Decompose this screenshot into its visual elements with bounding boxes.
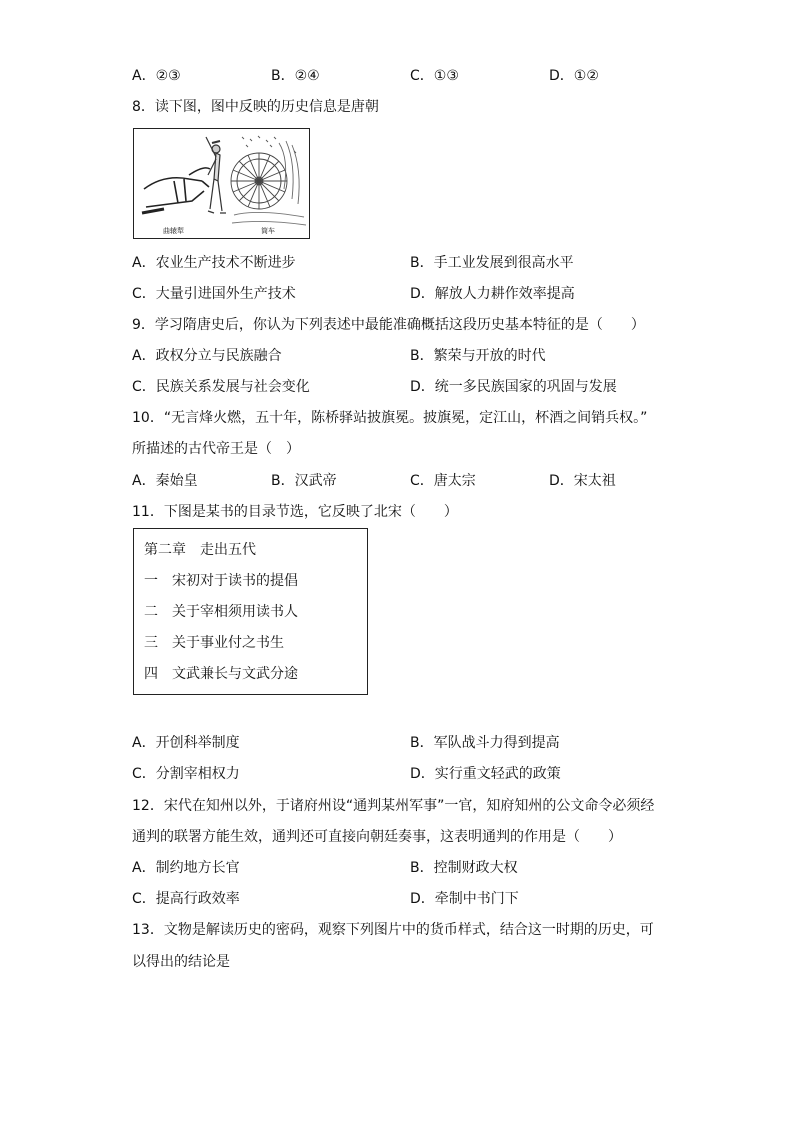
q8-figure — [133, 128, 310, 239]
q13-stem-line1: 13．文物是解读历史的密码，观察下列图片中的货币样式，结合这一时期的历史，可 — [132, 922, 654, 938]
q7-option-a[interactable]: A．②③ — [132, 68, 181, 84]
q9-option-a[interactable]: A．政权分立与民族融合 — [132, 348, 282, 364]
toc-item-4: 四 文武兼长与文武分途 — [144, 666, 298, 682]
q7-option-c[interactable]: C．①③ — [410, 68, 459, 84]
q8-option-d[interactable]: D．解放人力耕作效率提高 — [410, 286, 575, 302]
q9-option-c[interactable]: C．民族关系发展与社会变化 — [132, 379, 310, 395]
q12-option-b[interactable]: B．控制财政大权 — [410, 860, 518, 876]
toc-item-2: 二 关于宰相须用读书人 — [144, 604, 298, 620]
q8-figure-drawing — [134, 129, 309, 238]
toc-item-1: 一 宋初对于读书的提倡 — [144, 573, 298, 589]
q8-stem: 8．读下图，图中反映的历史信息是唐朝 — [132, 99, 379, 115]
q10-option-d[interactable]: D．宋太祖 — [549, 473, 616, 489]
q8-option-c[interactable]: C．大量引进国外生产技术 — [132, 286, 296, 302]
q12-stem-line2: 通判的联署方能生效，通判还可直接向朝廷奏事，这表明通判的作用是（ ） — [132, 829, 622, 845]
water-wheel-icon — [231, 136, 306, 225]
q9-stem: 9．学习隋唐史后，你认为下列表述中最能准确概括这段历史基本特征的是（ ） — [132, 317, 645, 333]
q12-option-a[interactable]: A．制约地方长官 — [132, 860, 240, 876]
q10-stem-line1: 10．“无言烽火燃，五十年，陈桥驿站披旗冕。披旗冕，定江山，杯酒之间销兵权。” — [132, 410, 648, 426]
q11-option-b[interactable]: B．军队战斗力得到提高 — [410, 735, 560, 751]
q12-option-d[interactable]: D．牵制中书门下 — [410, 891, 519, 907]
q9-option-d[interactable]: D．统一多民族国家的巩固与发展 — [410, 379, 617, 395]
q11-toc-box — [133, 528, 368, 695]
toc-item-3: 三 关于事业付之书生 — [144, 635, 284, 651]
q11-stem: 11．下图是某书的目录节选，它反映了北宋（ ） — [132, 504, 458, 520]
toc-chapter-title: 第二章 走出五代 — [144, 542, 256, 558]
q10-option-b[interactable]: B．汉武帝 — [271, 473, 337, 489]
q7-option-b[interactable]: B．②④ — [271, 68, 320, 84]
q11-option-a[interactable]: A．开创科举制度 — [132, 735, 240, 751]
q12-option-c[interactable]: C．提高行政效率 — [132, 891, 240, 907]
q8-caption-wheel: 筒车 — [261, 227, 275, 235]
q9-option-b[interactable]: B．繁荣与开放的时代 — [410, 348, 546, 364]
q7-option-d[interactable]: D．①② — [549, 68, 599, 84]
q11-option-c[interactable]: C．分割宰相权力 — [132, 766, 240, 782]
q8-option-b[interactable]: B．手工业发展到很高水平 — [410, 255, 574, 271]
q11-option-d[interactable]: D．实行重文轻武的政策 — [410, 766, 561, 782]
q10-option-a[interactable]: A．秦始皇 — [132, 473, 198, 489]
q13-stem-line2: 以得出的结论是 — [132, 954, 230, 970]
q10-option-c[interactable]: C．唐太宗 — [410, 473, 476, 489]
farmer-icon — [206, 137, 226, 213]
q12-stem-line1: 12．宋代在知州以外，于诸府州设“通判某州军事”一官，知府知州的公文命令必须经 — [132, 798, 655, 814]
q10-stem-line2: 所描述的古代帝王是（ ） — [132, 441, 300, 457]
q8-caption-plow: 曲辕犁 — [163, 227, 184, 235]
q8-option-a[interactable]: A．农业生产技术不断进步 — [132, 255, 296, 271]
curved-plow-icon — [142, 168, 210, 213]
